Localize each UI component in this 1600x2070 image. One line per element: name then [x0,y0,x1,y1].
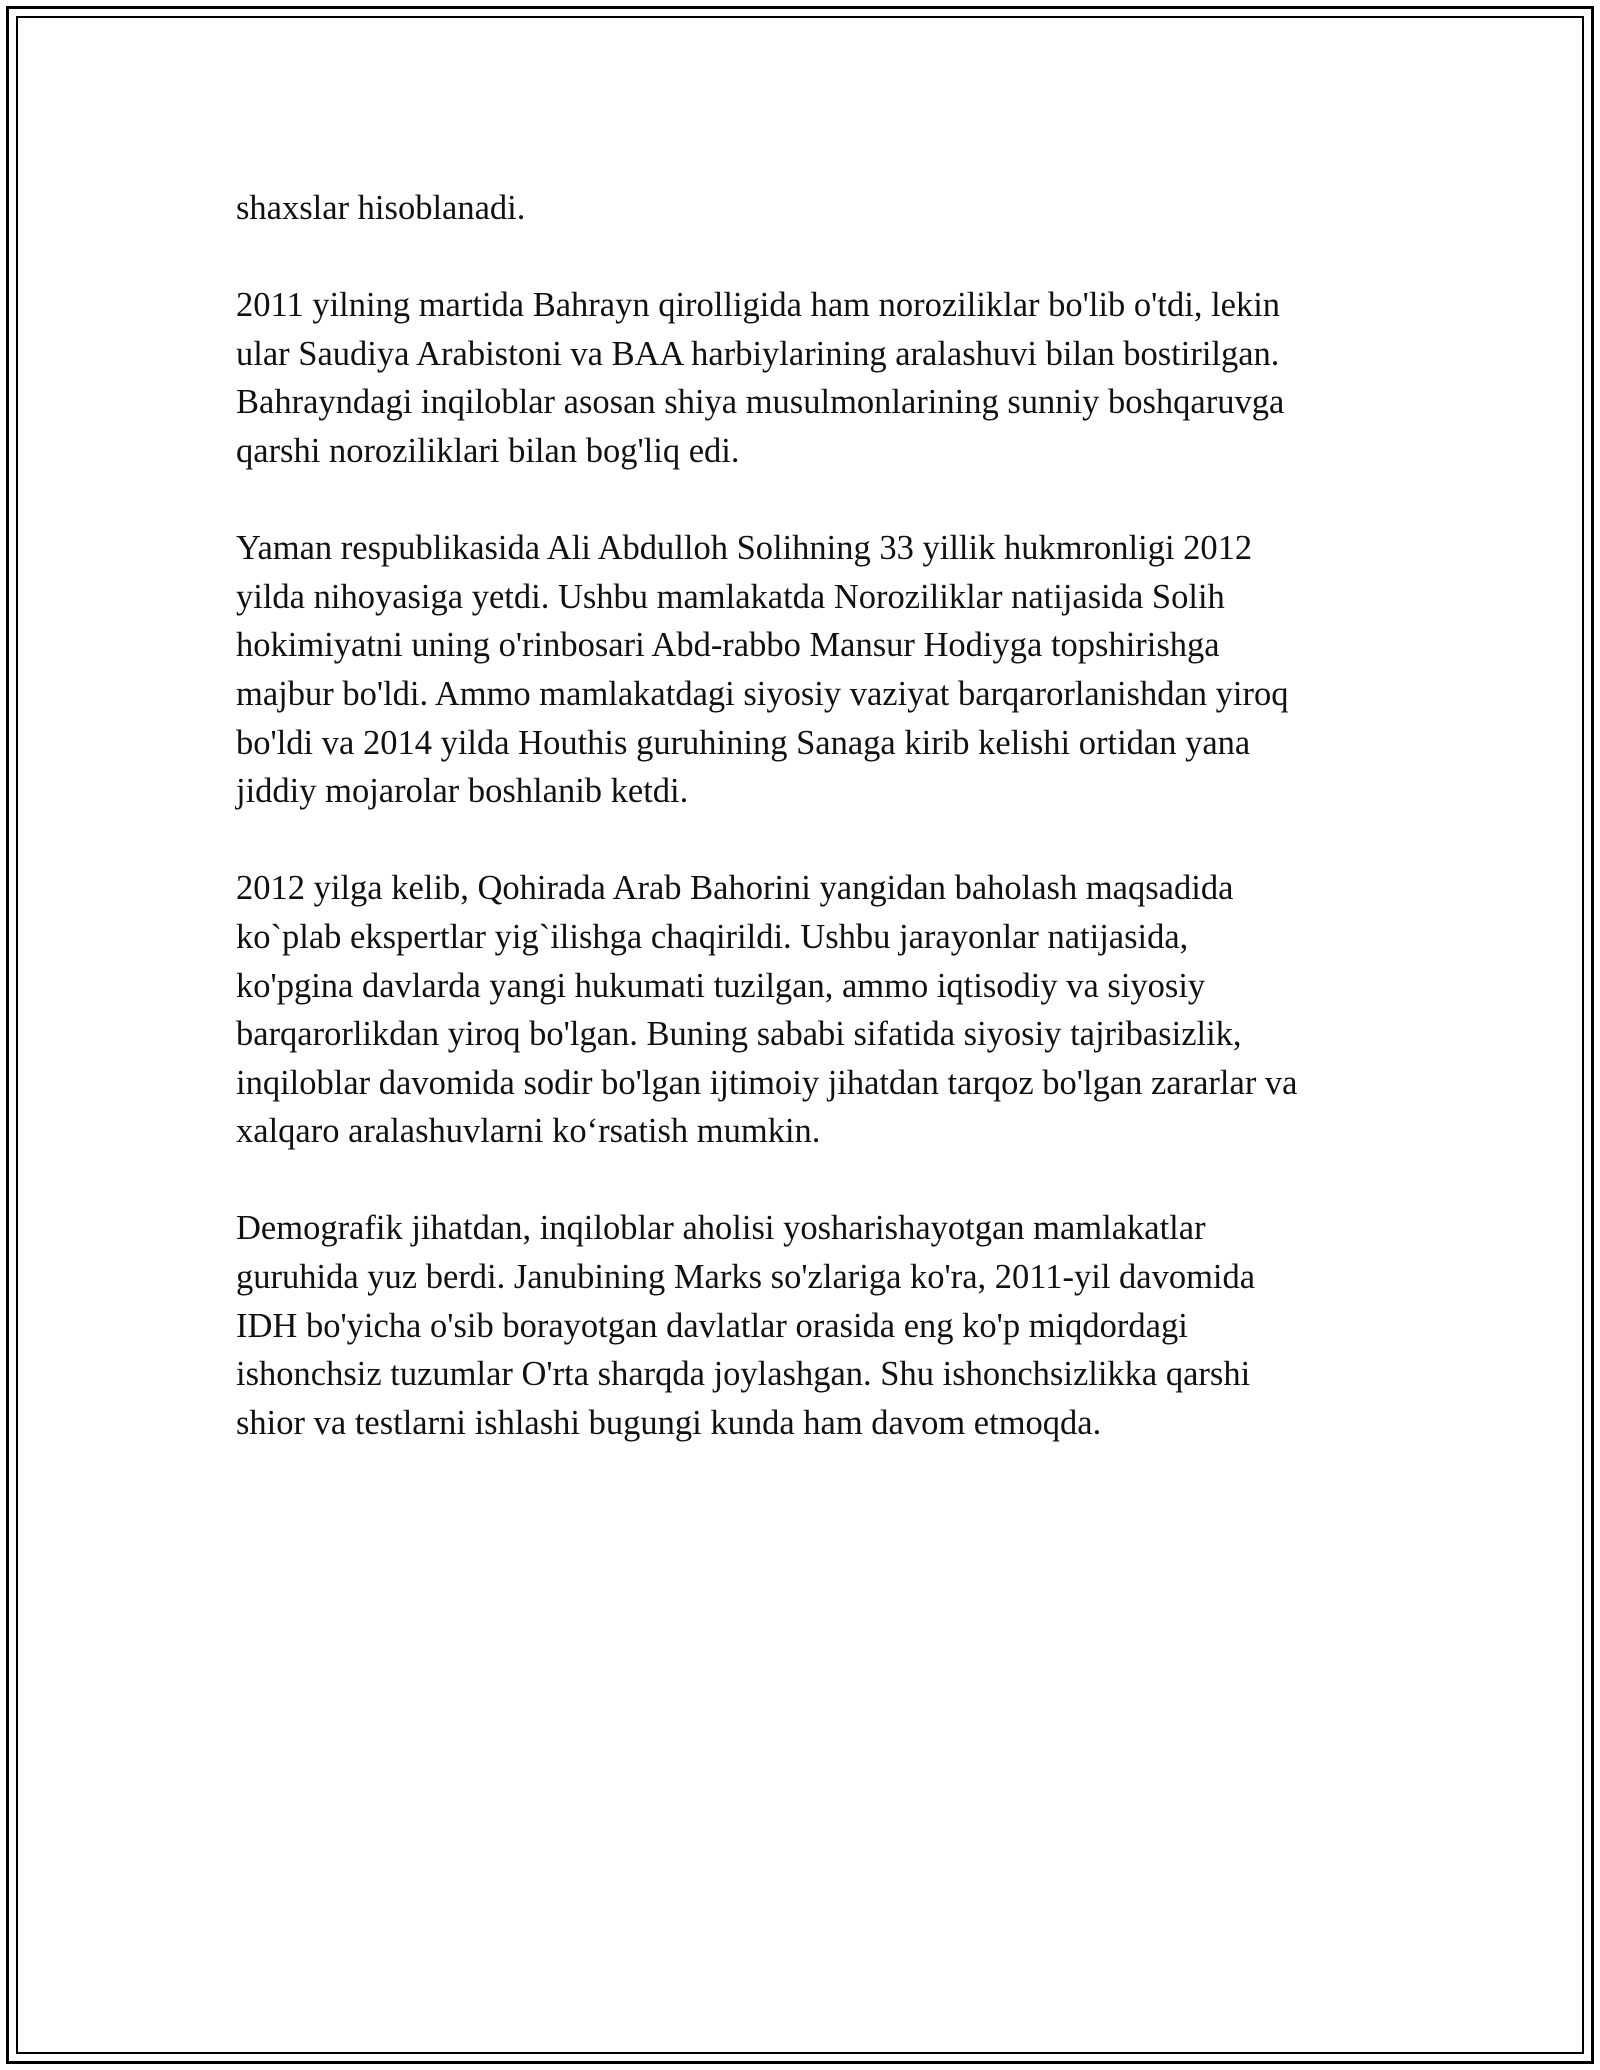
text-line: 2012 yilga kelib, Qohirada Arab Bahorini yangidan baholash maqsadida [236,869,1234,908]
text-line: ko`plab ekspertlar yig`ilishga chaqirildi. Ushbu jarayonlar natijasida, [236,917,1189,956]
text-line: 2011 yilning martida Bahrayn qirolligida ham noroziliklar bo'lib o'tdi, lekin [236,286,1281,325]
text-line: qarshi noroziliklari bilan bog'liq edi. [236,431,740,470]
text-line: yilda nihoyasiga yetdi. Ushbu mamlakatda Noroziliklar natijasida Solih [236,577,1225,616]
text-line: xalqaro aralashuvlarni ko‘rsatish mumkin. [236,1112,821,1151]
text-line: guruhida yuz berdi. Janubining Marks so'zlariga ko'ra, 2011-yil davomida [236,1258,1256,1297]
paragraph-3 [236,524,1386,816]
text-line: Bahrayndagi inqiloblar asosan shiya musulmonlarining sunniy boshqaruvga [236,383,1285,422]
paragraph-5 [236,1204,1386,1447]
text-line: bo'ldi va 2014 yilda Houthis guruhining Sanaga kirib kelishi ortidan yana [236,723,1251,762]
text-line: IDH bo'yicha o'sib borayotgan davlatlar orasida eng ko'p miqdordagi [236,1306,1188,1345]
text-line: inqiloblar davomida sodir bo'lgan ijtimoiy jihatdan tarqoz bo'lgan zararlar va [236,1063,1298,1102]
document-body [236,184,1386,1496]
text-line: Demografik jihatdan, inqiloblar aholisi yosharishayotgan mamlakatlar [236,1209,1206,1248]
text-line: ko'pgina davlarda yangi hukumati tuzilgan, ammo iqtisodiy va siyosiy [236,966,1206,1005]
text-line: majbur bo'ldi. Ammo mamlakatdagi siyosiy vaziyat barqarorlanishdan yiroq [236,674,1289,713]
paragraph-1 [236,184,1386,233]
text-line: shaxslar hisoblanadi. [236,189,526,227]
text-line: ishonchsiz tuzumlar O'rta sharqda joylashgan. Shu ishonchsizlikka qarshi [236,1355,1251,1394]
text-line: hokimiyatni uning o'rinbosari Abd-rabbo Mansur Hodiyga topshirishga [236,626,1220,665]
text-line: ular Saudiya Arabistoni va BAA harbiylarining aralashuvi bilan bostirilgan. [236,334,1280,373]
text-line: shior va testlarni ishlashi bugungi kunda ham davom etmoqda. [236,1403,1102,1442]
text-line: Yaman respublikasida Ali Abdulloh Solihning 33 yillik hukmronligi 2012 [236,529,1253,568]
text-line: barqarorlikdan yiroq bo'lgan. Buning sababi sifatida siyosiy tajribasizlik, [236,1015,1242,1054]
paragraph-2 [236,281,1386,475]
text-line: jiddiy mojarolar boshlanib ketdi. [236,772,689,811]
paragraph-4 [236,864,1386,1156]
